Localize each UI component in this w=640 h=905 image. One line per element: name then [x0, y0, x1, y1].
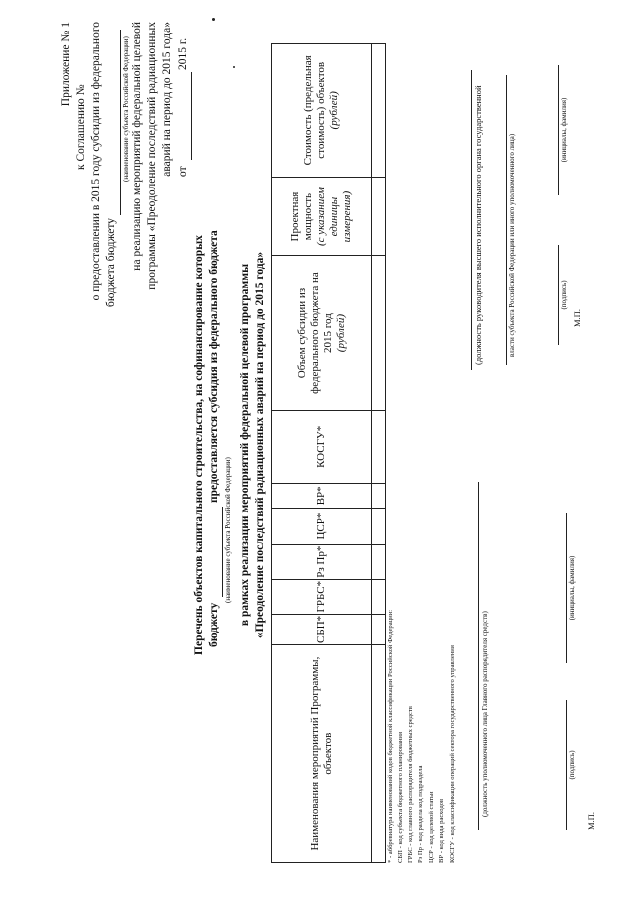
col-volume-header: [272, 256, 372, 410]
volume-header-unit: (рублей): [334, 313, 347, 353]
right-sign-hint: (подпись): [560, 280, 568, 310]
footnote-line: Рз Пр - код раздела код подраздела: [417, 765, 424, 863]
table-header-row: [272, 44, 372, 863]
footnote-line: КОСГУ - код классификации операций сектора государственного управления: [449, 645, 456, 863]
col-name-header: Наименования мероприятий Программы, объектов: [272, 645, 372, 863]
table-cell: [372, 508, 386, 544]
right-position-hint-2: власти субъекта Российской Федерации или иного уполномоченного лица): [508, 133, 516, 357]
table-cell: [372, 44, 386, 178]
left-stamp: М.П.: [586, 812, 596, 830]
col-grbs-header: ГРБС*: [272, 579, 372, 614]
budget-blank-line: [222, 507, 223, 597]
col-cost-header: [272, 44, 372, 178]
list-title: Перечень объектов капитального строительства, на софинансирование которых: [193, 235, 205, 655]
right-sign-line: [558, 245, 559, 345]
date-prefix: от: [177, 166, 189, 177]
agreement-ref: к Соглашению №: [75, 84, 87, 170]
col-kosgu-header: КОСГУ*: [272, 410, 372, 483]
col-sbp-header: СБП*: [272, 614, 372, 645]
left-name-line: [566, 513, 567, 663]
table-cell: [372, 256, 386, 410]
heading-subject-hint: (наименование субъекта Российской Федерации): [224, 457, 232, 603]
right-stamp: М.П.: [572, 309, 582, 327]
table-cell: [372, 579, 386, 614]
date-suffix: 2015 г.: [177, 37, 189, 70]
date-blank-line: [191, 72, 192, 160]
program-line-1: в рамках реализации мероприятий федеральной целевой программы: [239, 263, 251, 627]
right-position-hint-1: (должность руководителя высшего исполнительного органа государственной: [473, 85, 483, 365]
left-sign-line: [566, 700, 567, 830]
left-position-hint: (должность уполномоченного лица Главного распорядителя средств): [481, 611, 489, 817]
footnote-line: СБП - код субъекта бюджетного планирования: [397, 732, 404, 863]
appendix-line-7: аварий на период до 2015 года»: [161, 22, 173, 177]
volume-header-text: Объем субсидии из федерального бюджета на 2015 год: [295, 272, 334, 394]
right-name-line: [558, 65, 559, 195]
budget-word: бюджету: [208, 602, 220, 647]
footnote-line: ЦСР - код целевой статьи: [428, 791, 435, 863]
program-line-2: «Преодоление последствий радиационных аварий на период до 2015 года»: [254, 251, 266, 639]
right-position-line: [471, 70, 472, 370]
right-position-line-2: [506, 75, 507, 365]
col-rzpr-header: Рз Пр*: [272, 544, 372, 579]
footnote-star: * - аббревиатура наименований кодов бюджетной классификации Российской Федерации:: [387, 609, 394, 863]
capacity-header-unit: (с указанием единицы измерения): [315, 187, 353, 247]
col-vr-header: ВР*: [272, 484, 372, 508]
table-cell: [372, 177, 386, 256]
table-cell: [372, 410, 386, 483]
objects-table: [271, 43, 386, 863]
cost-header-unit: (рублей): [328, 91, 340, 130]
table-cell: [372, 614, 386, 645]
footnote-line: ГРБС - код главного распорядителя бюджетных средств: [407, 706, 414, 863]
appendix-line-3: о предоставлении в 2015 году субсидии из федерального: [90, 22, 102, 301]
capacity-header-text: Проектная мощность: [289, 191, 314, 242]
table-empty-row: [372, 44, 386, 863]
cost-header-text: Стоимость (предельная стоимость) объектов: [302, 55, 327, 166]
appendix-number: Приложение № 1: [60, 22, 72, 107]
appendix-line-5: на реализацию мероприятий федеральной целевой: [131, 22, 143, 271]
table-cell: [372, 484, 386, 508]
left-position-line: [478, 482, 479, 830]
subject-blank-line: [120, 30, 121, 215]
footnote-line: ВР - код вида расходов: [438, 798, 445, 863]
appendix-subject-hint: (наименование субъекта Российской Федерации): [122, 36, 130, 182]
appendix-line-6: программы «Преодоление последствий радиационных: [146, 22, 158, 290]
col-csr-header: ЦСР*: [272, 508, 372, 544]
left-sign-hint: (подпись): [568, 750, 576, 780]
appendix-line-4: бюджета бюджету: [105, 218, 117, 307]
budget-rest: предоставляется субсидия из федерального бюджета: [208, 230, 220, 503]
right-name-hint: (инициалы, фамилия): [560, 97, 568, 163]
table-cell: [372, 645, 386, 863]
col-capacity-header: [272, 177, 372, 256]
table-cell: [372, 544, 386, 579]
left-name-hint: (инициалы, фамилия): [568, 555, 576, 621]
